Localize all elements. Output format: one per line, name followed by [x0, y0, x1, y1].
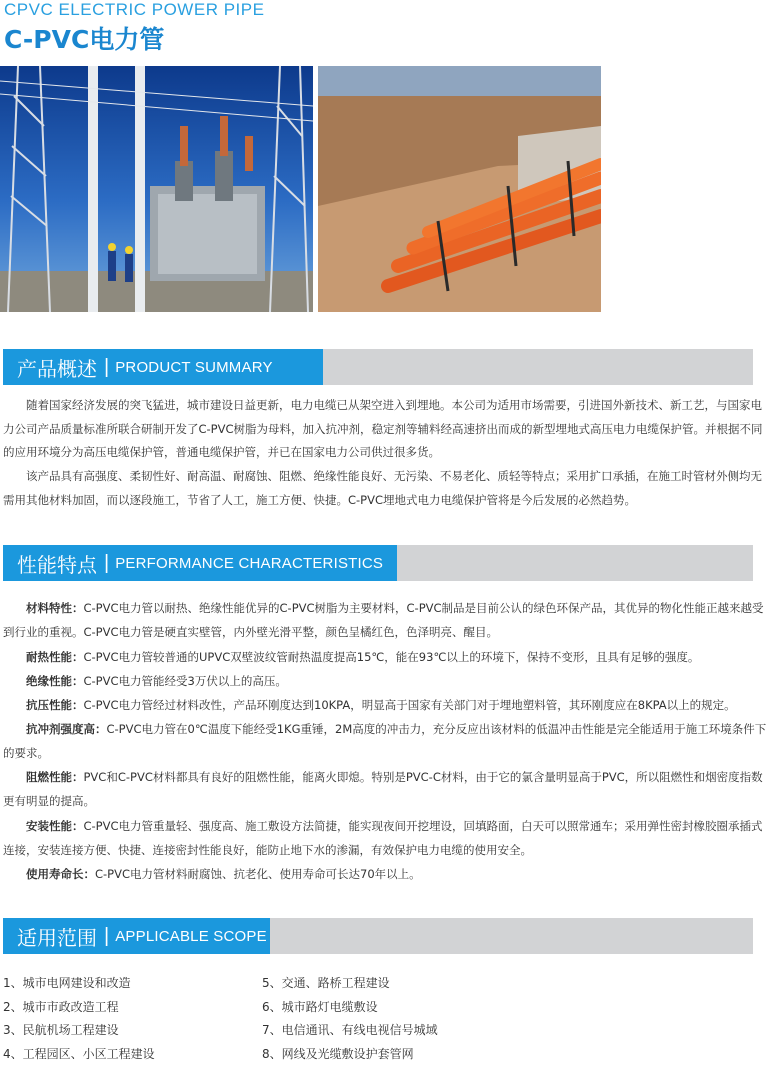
- feature-text: C-PVC电力管较普通的UPVC双壁波纹管耐热温度提高15℃，能在93℃以上的环境下，保持不变形，且具有足够的强度。: [83, 650, 700, 664]
- feature-item: [3, 815, 768, 862]
- feature-text: C-PVC电力管重量轻、强度高、施工敷设方法简捷，能实现夜间开挖埋设，回填路面，白天可以照常通车；采用弹性密封橡胶圈承插式连接，安装连接方便、快捷、连接密封性能良好，能防止地下水的渗漏，有效保护电力电缆的使用安全。: [3, 819, 763, 857]
- feature-item: [3, 766, 768, 813]
- scope-title-cn: 适用范围: [17, 925, 97, 950]
- feature-text: C-PVC电力管在0℃温度下能经受1KG重锤，2M高度的冲击力，充分反应出该材料的低温冲击性能是完全能适用于施工环境条件下的要求。: [3, 722, 767, 760]
- summary-section-header: [3, 349, 753, 385]
- feature-item: [3, 694, 768, 718]
- title-separator: |: [104, 924, 110, 947]
- substation-photo: [0, 66, 313, 312]
- feature-label: 抗压性能：: [26, 698, 84, 712]
- summary-tab: [3, 349, 323, 385]
- feature-label: 绝缘性能：: [26, 674, 84, 688]
- page-title: C-PVC电力管: [4, 25, 165, 54]
- pipe-trench-photo: [318, 66, 601, 312]
- performance-title-cn: 性能特点: [17, 552, 97, 577]
- feature-item: [3, 646, 768, 670]
- page-subtitle-en: CPVC ELECTRIC POWER PIPE: [4, 0, 265, 19]
- scope-item: 6、城市路灯电缆敷设: [262, 999, 378, 1014]
- feature-label: 抗冲剂强度高：: [26, 722, 107, 736]
- scope-item: 7、电信通讯、有线电视信号城域: [262, 1023, 438, 1037]
- summary-title-cn: 产品概述: [17, 356, 97, 381]
- feature-item: [3, 863, 768, 887]
- scope-item: 8、网线及光缆敷设护套管网: [262, 1046, 414, 1061]
- scope-section-header: [3, 918, 753, 954]
- summary-paragraph: 该产品具有高强度、柔韧性好、耐高温、耐腐蚀、阻燃、绝缘性能良好、无污染、不易老化、质轻等特点；采用扩口承插，在施工时管材外侧均无需用其他材料加固，而以逐段施工，节省了人工，施工方便、快捷。C-PVC埋地式电力电缆保护管将是今后发展的必然趋势。: [3, 469, 762, 507]
- feature-text: C-PVC电力管能经受3万伏以上的高压。: [83, 674, 287, 688]
- scope-item: 1、城市电网建设和改造: [3, 976, 131, 990]
- performance-tab: [3, 545, 397, 581]
- scope-item: 2、城市市政改造工程: [3, 999, 119, 1014]
- summary-paragraph: 随着国家经济发展的突飞猛进，城市建设日益更新，电力电缆已从架空进入到埋地。本公司为适用市场需要，引进国外新技术、新工艺，与国家电力公司产品质量标准所联合研制开发了C-PVC树脂为母料，加入抗冲剂，稳定剂等辅料经高速挤出而成的新型埋地式高压电力电缆保护管。并根据不同的应用环境分为高压电缆保护管，普通电缆保护管，并已在国家电力公司供过很多货。: [3, 398, 763, 459]
- feature-text: C-PVC电力管以耐热、绝缘性能优异的C-PVC树脂为主要材料，C-PVC制品是目前公认的绿色环保产品，其优异的物化性能正越来越受到行业的重视。C-PVC电力管是硬直实壁管，内外壁光滑平整，颜色呈橘红色，色泽明亮、醒目。: [3, 601, 764, 639]
- feature-item: [3, 718, 768, 765]
- scope-title-en: APPLICABLE SCOPE: [115, 927, 267, 945]
- scope-item: 3、民航机场工程建设: [3, 1023, 119, 1037]
- performance-title-en: PERFORMANCE CHARACTERISTICS: [115, 554, 384, 572]
- feature-text: C-PVC电力管材料耐腐蚀、抗老化、使用寿命可长达70年以上。: [95, 867, 421, 881]
- feature-item: [3, 670, 768, 694]
- feature-label: 使用寿命长：: [26, 867, 95, 881]
- title-separator: |: [104, 355, 110, 378]
- feature-label: 安装性能：: [26, 819, 84, 833]
- feature-label: 阻燃性能：: [26, 770, 84, 784]
- feature-text: PVC和C-PVC材料都具有良好的阻燃性能，能离火即熄。特别是PVC-C材料，由于它的氯含量明显高于PVC，所以阻燃性和烟密度指数更有明显的提高。: [3, 770, 763, 808]
- title-separator: |: [104, 551, 110, 574]
- scope-list-left: [3, 972, 155, 1066]
- scope-list-right: [262, 972, 438, 1066]
- summary-title-en: PRODUCT SUMMARY: [115, 358, 273, 376]
- feature-text: C-PVC电力管经过材料改性，产品环刚度达到10KPA，明显高于国家有关部门对于埋地塑料管，其环刚度应在8KPA以上的规定。: [83, 698, 736, 712]
- scope-tab: [3, 918, 270, 954]
- scope-item: 5、交通、路桥工程建设: [262, 976, 390, 990]
- performance-section-header: [3, 545, 753, 581]
- feature-item: [3, 597, 768, 644]
- feature-label: 材料特性：: [26, 601, 84, 615]
- scope-item: 4、工程园区、小区工程建设: [3, 1046, 155, 1061]
- feature-label: 耐热性能：: [26, 650, 84, 664]
